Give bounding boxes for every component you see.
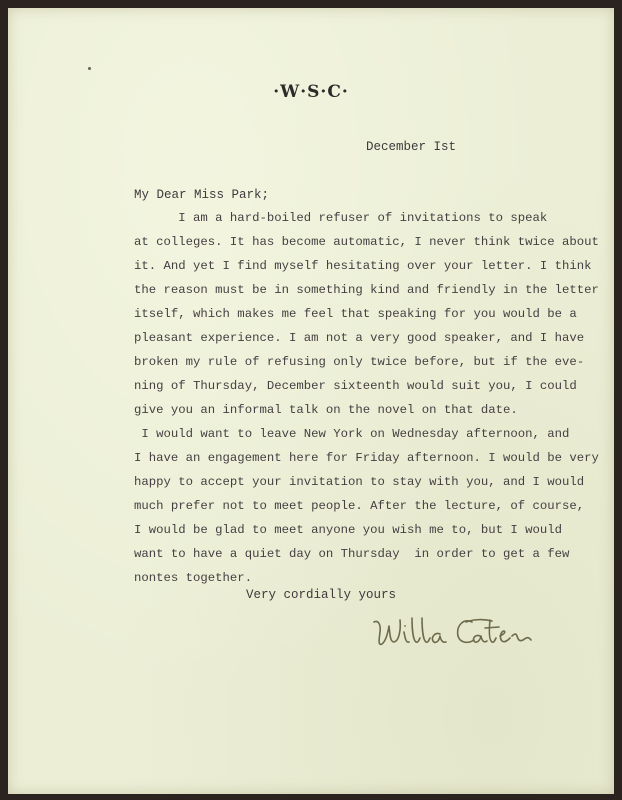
body-line: happy to accept your invitation to stay with you, and I would <box>134 475 585 489</box>
body-line: I would be glad to meet anyone you wish me to, but I would <box>134 523 563 537</box>
body-line: it. And yet I find myself hesitating over your letter. I think <box>134 259 592 273</box>
body-line: at colleges. It has become automatic, I never think twice about <box>134 235 599 249</box>
body-line: nontes together. <box>134 571 253 585</box>
letter-date: December Ist <box>366 140 457 154</box>
paper-speck <box>88 67 91 70</box>
body-line: want to have a quiet day on Thursday in order to get a few <box>134 547 570 561</box>
letter-salutation: My Dear Miss Park; <box>134 188 270 202</box>
letter-body <box>134 206 599 590</box>
body-line: itself, which makes me feel that speaking for you would be a <box>134 307 577 321</box>
handwritten-signature <box>368 610 538 663</box>
body-line: broken my rule of refusing only twice before, but if the eve- <box>134 355 585 369</box>
body-line: pleasant experience. I am not a very good speaker, and I have <box>134 331 585 345</box>
body-line: I have an engagement here for Friday afternoon. I would be very <box>134 451 599 465</box>
letterhead-monogram: ·W·S·C· <box>273 82 349 102</box>
body-line: I am a hard-boiled refuser of invitations to speak <box>134 211 548 225</box>
body-line: the reason must be in something kind and friendly in the letter <box>134 283 599 297</box>
body-line: give you an informal talk on the novel on that date. <box>134 403 518 417</box>
signature-image <box>368 610 538 658</box>
body-line: I would want to leave New York on Wednesday afternoon, and <box>134 427 570 441</box>
body-line: ning of Thursday, December sixteenth would suit you, I could <box>134 379 577 393</box>
letter-closing: Very cordially yours <box>246 588 397 602</box>
body-line: much prefer not to meet people. After the lecture, of course, <box>134 499 585 513</box>
